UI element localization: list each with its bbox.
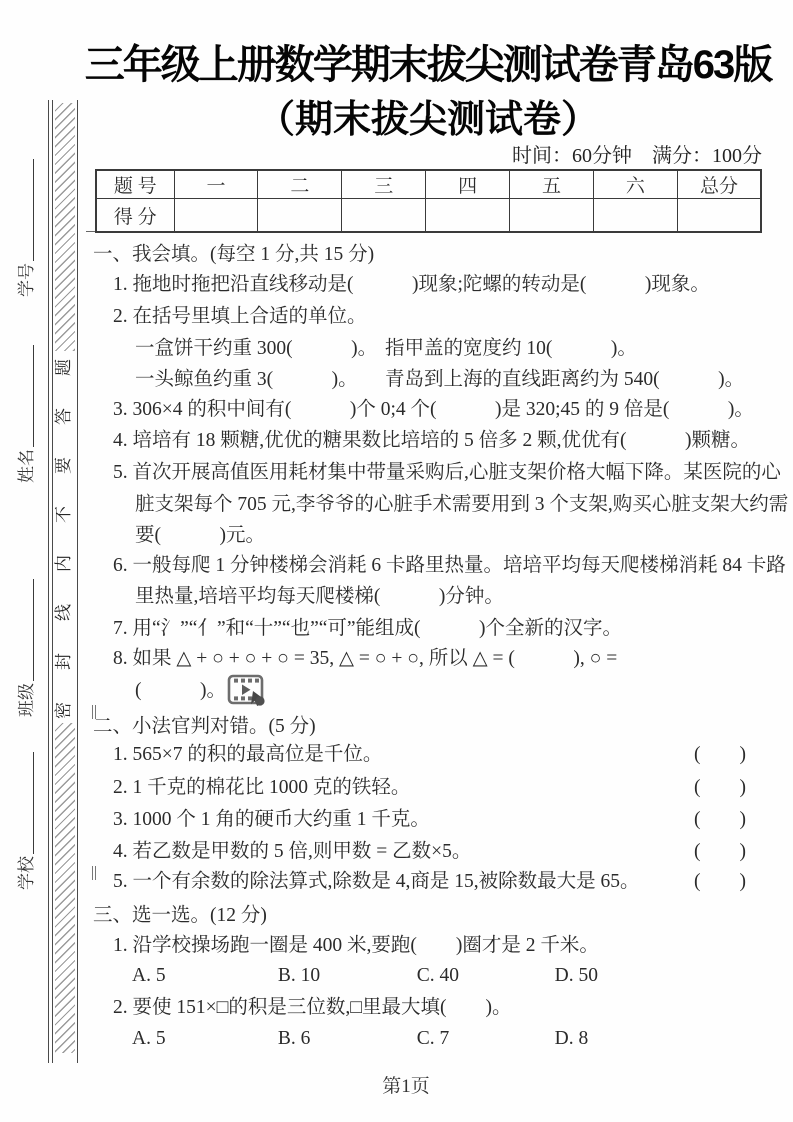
score-cell-empty	[258, 199, 342, 233]
judge-question-row	[113, 871, 746, 893]
student-id-blank-line	[19, 159, 34, 261]
judge-answer-paren: ( )	[694, 871, 746, 892]
score-cell-empty	[342, 199, 426, 233]
seal-line-text: 密封线内不要答题	[54, 327, 73, 719]
choice-question-2-options	[132, 1028, 588, 1050]
unit-blank-fingernail: 指甲盖的宽度约 10( )。	[385, 338, 637, 359]
fold-tick	[92, 866, 93, 880]
student-id-label: 学号	[17, 263, 36, 297]
class-field	[17, 557, 37, 717]
score-cell-empty	[593, 199, 677, 233]
fill-question-2: 2. 在括号里填上合适的单位。	[113, 306, 367, 327]
judge-answer-paren: ( )	[694, 777, 746, 798]
video-play-icon[interactable]	[227, 674, 269, 708]
name-blank-line	[19, 345, 34, 447]
judge-question-row	[113, 744, 746, 766]
fill-question-8-line1: 8. 如果 △ + ○ + ○ + ○ = 35, △ = ○ + ○, 所以 △ = ( ), ○ =	[113, 648, 618, 669]
judge-answer-paren: ( )	[694, 744, 746, 765]
fill-question-5-line1: 5. 首次开展高值医用耗材集中带量采购后,心脏支架价格大幅下降。某医院的心	[113, 462, 781, 483]
judge-question-text: 1. 565×7 的积的最高位是千位。	[113, 744, 383, 765]
fill-question-3: 3. 306×4 的积中间有( )个 0;4 个( )是 320;45 的 9 倍是( )。	[113, 399, 754, 420]
judge-question-row	[113, 809, 746, 831]
name-field	[17, 323, 37, 483]
score-cell-empty	[174, 199, 258, 233]
seal-hatch-top	[55, 103, 75, 351]
choice-question-1-options	[132, 965, 598, 987]
judge-question-text: 5. 一个有余数的除法算式,除数是 4,商是 15,被除数最大是 65。	[113, 871, 640, 892]
page-title-line1: 三年级上册数学期末拔尖测试卷青岛63版	[84, 43, 772, 87]
page-number: 第1页	[382, 1076, 430, 1097]
time-and-score-info: 时间：60分钟 满分：100分	[512, 145, 762, 167]
option-a: A. 5	[132, 1028, 166, 1049]
student-id-field	[17, 137, 37, 297]
seal-rule-left-outer	[48, 100, 49, 1063]
fold-tick	[95, 866, 96, 880]
fill-question-4: 4. 培培有 18 颗糖,优优的糖果数比培培的 5 倍多 2 颗,优优有( )颗糖。	[113, 430, 750, 451]
school-label: 学校	[17, 856, 36, 890]
seal-hatch-bottom	[55, 723, 75, 1053]
fill-question-2-row1	[135, 338, 637, 360]
score-table-header-cell: 题 号	[96, 170, 174, 199]
fill-question-5-line2: 脏支架每个 705 元,李爷爷的心脏手术需要用到 3 个支架,购买心脏支架大约需	[135, 494, 789, 515]
score-row-label: 得 分	[96, 199, 174, 233]
unit-blank-biscuit: 一盒饼干约重 300( )。	[135, 338, 378, 359]
section3-header: 三、选一选。(12 分)	[93, 905, 267, 926]
score-cell-empty	[510, 199, 594, 233]
option-b: B. 6	[277, 1028, 311, 1049]
page-title-line2: （期末拔尖测试卷）	[256, 99, 599, 141]
unit-blank-whale: 一头鲸鱼约重 3( )。	[135, 369, 358, 390]
judge-question-text: 2. 1 千克的棉花比 1000 克的铁轻。	[113, 777, 411, 798]
seal-rule-left-inner	[52, 100, 53, 1063]
score-table-header-cell: 五	[510, 170, 594, 199]
judge-answer-paren: ( )	[694, 841, 746, 862]
score-table-header-cell: 六	[593, 170, 677, 199]
school-blank-line	[19, 752, 34, 854]
option-d: D. 50	[554, 965, 598, 986]
score-cell-empty	[426, 199, 510, 233]
score-cell-empty	[677, 199, 761, 233]
score-table-header-cell: 四	[426, 170, 510, 199]
seal-rule-right	[77, 100, 78, 1063]
score-table	[95, 169, 762, 233]
unit-blank-distance: 青岛到上海的直线距离约为 540( )。	[385, 369, 745, 390]
judge-question-row	[113, 777, 746, 799]
option-c: C. 7	[416, 1028, 450, 1049]
option-b: B. 10	[277, 965, 321, 986]
fill-question-2-row2	[135, 369, 744, 391]
judge-answer-paren: ( )	[694, 809, 746, 830]
choice-question-1: 1. 沿学校操场跑一圈是 400 米,要跑( )圈才是 2 千米。	[113, 935, 599, 956]
name-label: 姓名	[17, 449, 36, 483]
fill-question-8-line2: ( )。	[135, 680, 226, 701]
option-c: C. 40	[416, 965, 460, 986]
fill-question-5-line3: 要( )元。	[135, 525, 265, 546]
section1-header: 一、我会填。(每空 1 分,共 15 分)	[93, 244, 375, 265]
judge-question-text: 4. 若乙数是甲数的 5 倍,则甲数 = 乙数×5。	[113, 841, 472, 862]
score-table-header-cell: 总分	[677, 170, 761, 199]
fill-question-7: 7. 用“氵”“亻”和“十”“也”“可”能组成( )个全新的汉字。	[113, 618, 623, 639]
school-field	[17, 730, 37, 890]
section2-header: 二、小法官判对错。(5 分)	[93, 716, 316, 737]
score-table-header-cell: 一	[174, 170, 258, 199]
judge-question-text: 3. 1000 个 1 角的硬币大约重 1 千克。	[113, 809, 430, 830]
fill-question-1: 1. 拖地时拖把沿直线移动是( )现象;陀螺的转动是( )现象。	[113, 274, 710, 295]
choice-question-2: 2. 要使 151×□的积是三位数,□里最大填( )。	[113, 997, 512, 1018]
class-label: 班级	[17, 683, 36, 717]
fill-question-6-line2: 里热量,培培平均每天爬楼梯( )分钟。	[135, 586, 504, 607]
score-table-header-cell: 二	[258, 170, 342, 199]
option-d: D. 8	[554, 1028, 589, 1049]
fill-question-6-line1: 6. 一般每爬 1 分钟楼梯会消耗 6 卡路里热量。培培平均每天爬楼梯消耗 84 卡路	[113, 555, 786, 576]
class-blank-line	[19, 579, 34, 681]
judge-question-row	[113, 841, 746, 863]
score-table-header-cell: 三	[342, 170, 426, 199]
option-a: A. 5	[132, 965, 166, 986]
